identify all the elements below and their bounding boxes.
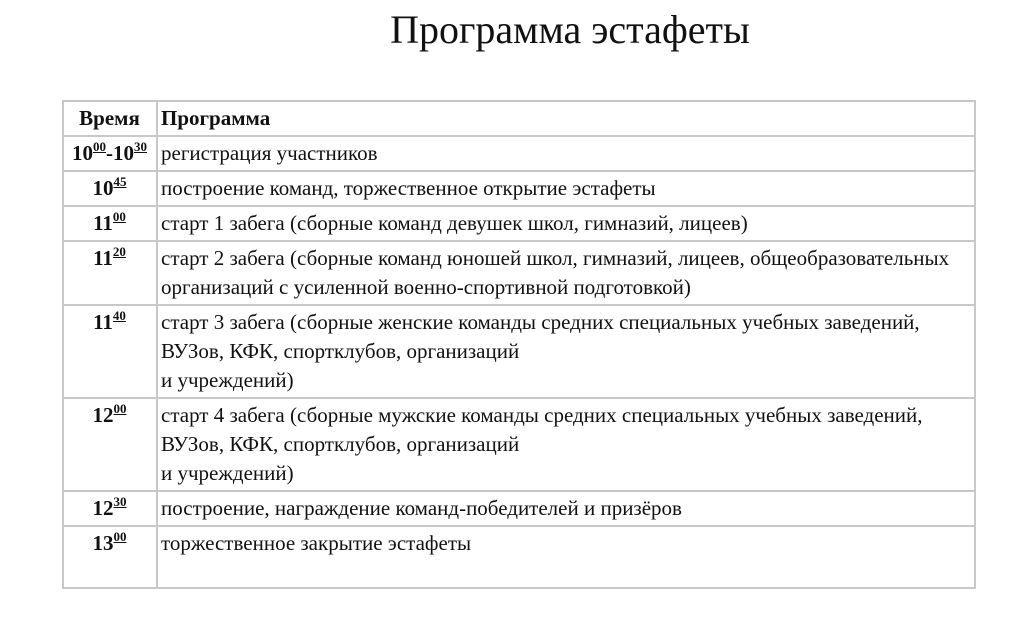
program-cell [157,171,975,206]
program-cell [157,526,975,588]
time-cell [63,171,157,206]
time-hour: 13 [92,531,114,555]
time-hour: 12 [92,496,114,520]
table-row [63,398,975,491]
program-cell [157,206,975,241]
program-cell [157,398,975,491]
time-hour: 10 [72,141,93,165]
table-header-row [63,101,975,136]
time-hour: 11 [93,211,113,235]
time-cell [63,206,157,241]
table-row [63,491,975,526]
page-title: Программа эстафеты [390,7,750,52]
time-minutes: 00 [113,401,127,416]
program-text: старт 1 забега (сборные команд девушек школ, гимназий, лицеев) [161,211,748,235]
time-cell [63,136,157,171]
time-minutes: 00 [93,139,106,154]
time-minutes: 40 [112,308,126,323]
table-row [63,171,975,206]
time-minutes: 20 [112,244,126,259]
program-text: построение команд, торжественное открытие эстафеты [161,176,656,200]
time-cell [63,241,157,305]
column-header-time: Время [63,101,157,136]
program-text: торжественное закрытие эстафеты [161,531,472,555]
program-text: старт 2 забега (сборные команд юношей школ, гимназий, лицеев, общеобразовательных организаций с усиленной военно-спортивной подготовкой) [161,246,950,299]
time-minutes: 30 [113,494,127,509]
time-cell [63,526,157,588]
program-text: построение, награждение команд-победителей и призёров [161,496,682,520]
program-text: старт 4 забега (сборные мужские команды средних специальных учебных заведений, ВУЗов, КФК, спортклубов, организаций и учреждений) [161,403,923,485]
time-hour: 10 [92,176,114,200]
time-cell [63,398,157,491]
program-text: регистрация участников [161,141,378,165]
time-hour: 11 [93,310,113,334]
program-cell [157,305,975,398]
time-minutes: 00 [113,529,127,544]
table-row [63,136,975,171]
column-header-program: Программа [157,101,975,136]
time-minutes: 00 [112,209,126,224]
time-minutes: 45 [113,174,127,189]
program-cell [157,241,975,305]
time-end-hour: 10 [113,141,134,165]
program-cell [157,136,975,171]
table-row [63,526,975,588]
time-hour: 11 [93,246,113,270]
time-separator: - [106,141,113,165]
schedule-table [62,100,976,589]
program-cell [157,491,975,526]
program-text: старт 3 забега (сборные женские команды средних специальных учебных заведений, ВУЗов, КФК, спортклубов, организаций и учреждений) [161,310,920,392]
time-cell [63,305,157,398]
schedule-body [63,136,975,588]
table-row [63,241,975,305]
time-hour: 12 [92,403,114,427]
table-row [63,305,975,398]
table-row [63,206,975,241]
time-end-minutes: 30 [134,139,147,154]
time-cell [63,491,157,526]
